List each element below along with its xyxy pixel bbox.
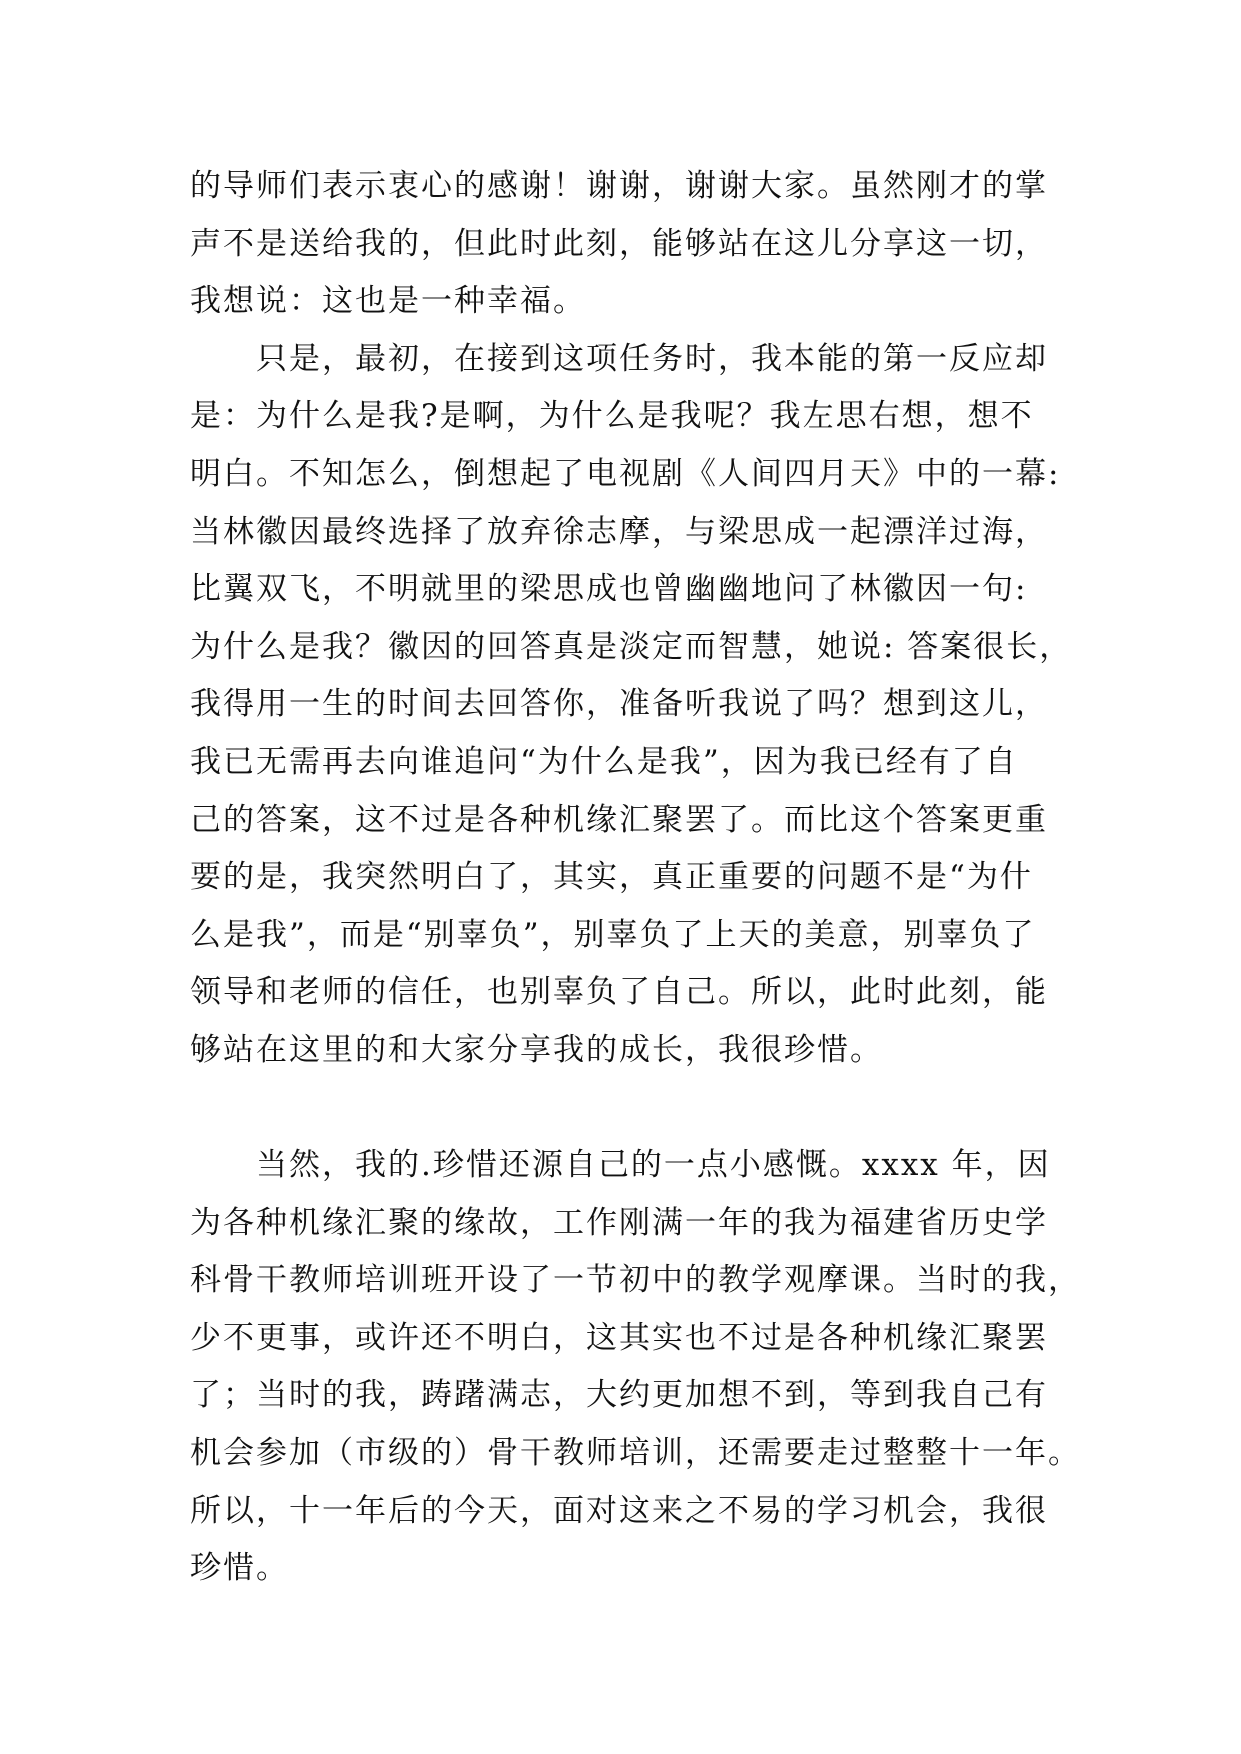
- text-line: 当然，我的.珍惜还源自己的一点小感慨。xxxx 年，因: [256, 1147, 1051, 1184]
- text-line: 科骨干教师培训班开设了一节初中的教学观摩课。当时的我，: [190, 1262, 1081, 1299]
- text-line: 为各种机缘汇聚的缘故，工作刚满一年的我为福建省历史学: [190, 1204, 1048, 1241]
- paragraph-3: [190, 1137, 1081, 1598]
- text-line: 珍惜。: [190, 1550, 289, 1587]
- paragraph-2: [190, 331, 1073, 1137]
- text-line: 够站在这里的和大家分享我的成长，我很珍惜。: [190, 1031, 883, 1068]
- text-line: 领导和老师的信任，也别辜负了自己。所以，此时此刻，能: [190, 974, 1048, 1011]
- document-body: [190, 158, 1081, 1598]
- text-line: 么是我”，而是“别辜负”，别辜负了上天的美意，别辜负了: [190, 916, 1036, 953]
- text-line: 己的答案，这不过是各种机缘汇聚罢了。而比这个答案更重: [190, 801, 1048, 838]
- text-line: 了；当时的我，踌躇满志，大约更加想不到，等到我自己有: [190, 1377, 1048, 1414]
- text-line: 明白。不知怎么，倒想起了电视剧《人间四月天》中的一幕:: [190, 455, 1061, 492]
- text-line: 少不更事，或许还不明白，这其实也不过是各种机缘汇聚罢: [190, 1319, 1048, 1356]
- text-line: 要的是，我突然明白了，其实，真正重要的问题不是“为什: [190, 859, 1033, 896]
- text-line: [190, 1080, 1050, 1138]
- text-line: 比翼双飞，不明就里的梁思成也曾幽幽地问了林徽因一句:: [190, 571, 1028, 608]
- text-line: 只是，最初，在接到这项任务时，我本能的第一反应却: [256, 340, 1048, 377]
- paragraph-1: [190, 158, 1050, 331]
- text-line: 的导师们表示衷心的感谢！谢谢，谢谢大家。虽然刚才的掌: [190, 168, 1048, 204]
- text-line: 我想说：这也是一种幸福。: [190, 283, 586, 320]
- text-line: 是：为什么是我?是啊，为什么是我呢？我左思右想，想不: [190, 398, 1034, 435]
- text-line: 当林徽因最终选择了放弃徐志摩，与梁思成一起漂洋过海，: [190, 513, 1048, 550]
- text-line: 我得用一生的时间去回答你，准备听我说了吗？想到这儿，: [190, 686, 1048, 723]
- text-line: 我已无需再去向谁追问“为什么是我”，因为我已经有了自: [190, 743, 1018, 780]
- text-line: 声不是送给我的，但此时此刻，能够站在这儿分享这一切，: [190, 225, 1048, 262]
- text-line: 机会参加（市级的）骨干教师培训，还需要走过整整十一年。: [190, 1435, 1081, 1472]
- text-line: 为什么是我？徽因的回答真是淡定而智慧，她说: 答案很长，: [190, 628, 1073, 665]
- text-line: 所以，十一年后的今天，面对这来之不易的学习机会，我很: [190, 1492, 1048, 1529]
